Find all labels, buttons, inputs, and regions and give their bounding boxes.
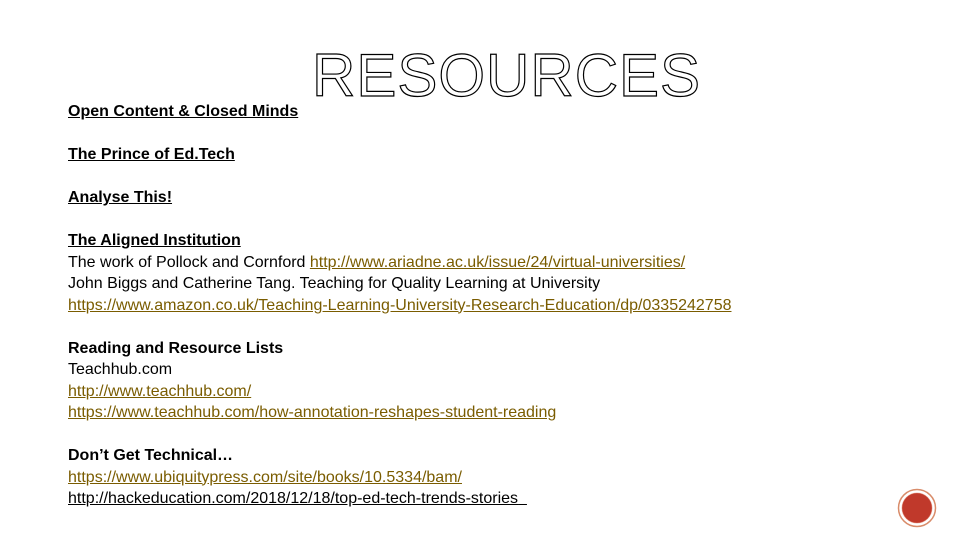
teachhub-link[interactable]: http://www.teachhub.com/ (68, 382, 252, 400)
heading-aligned-institution: The Aligned Institution (68, 232, 241, 249)
pollock-cornford-line (68, 252, 928, 274)
hackeducation-link[interactable]: http://hackeducation.com/2018/12/18/top-ed-tech-trends-stories (68, 490, 519, 507)
heading-prince-of-edtech: The Prince of Ed.Tech (68, 146, 235, 163)
heading-analyse-this: Analyse This! (68, 189, 173, 206)
red-circle-badge-icon (897, 488, 937, 528)
page-title (310, 42, 702, 109)
biggs-tang-text: John Biggs and Catherine Tang. Teaching for Quality Learning at University (68, 275, 601, 292)
pollock-cornford-text: The work of Pollock and Cornford (68, 253, 310, 271)
heading-dont-get-technical: Don’t Get Technical… (68, 447, 234, 464)
heading-open-content: Open Content & Closed Minds (68, 103, 299, 120)
ubiquitypress-link[interactable]: https://www.ubiquitypress.com/site/books/10.5334/bam/ (68, 468, 462, 486)
resource-list (68, 101, 928, 510)
teachhub-text: Teachhub.com (68, 361, 173, 378)
title-svg (310, 42, 702, 109)
ariadne-link[interactable]: http://www.ariadne.ac.uk/issue/24/virtual-universities/ (309, 253, 686, 271)
amazon-link[interactable]: https://www.amazon.co.uk/Teaching-Learning-University-Research-Education/dp/0335242758 (68, 296, 732, 314)
title-text: RESOURCES (312, 42, 702, 109)
teachhub-annotation-link[interactable]: https://www.teachhub.com/how-annotation-reshapes-student-reading (68, 404, 557, 421)
trailing-underline (518, 490, 527, 507)
heading-reading-lists: Reading and Resource Lists (68, 339, 284, 357)
